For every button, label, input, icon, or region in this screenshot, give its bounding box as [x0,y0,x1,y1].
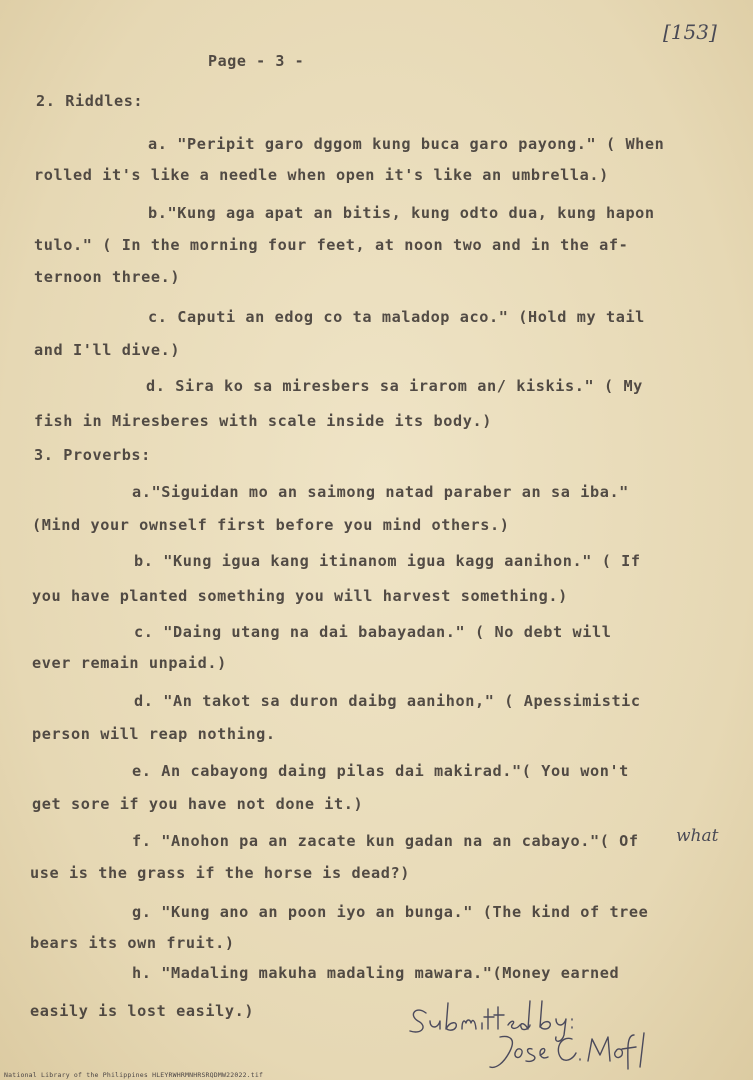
riddle-a-line-2: rolled it's like a needle when open it's like an umbrella.) [34,166,609,184]
riddles-heading: 2. Riddles: [36,92,144,110]
proverb-c-line-1: c. "Daing utang na dai babayadan." ( No debt will [134,623,612,641]
handwritten-insert-what: what [676,826,719,846]
proverb-b-line-2: you have planted something you will harvest something.) [32,587,568,605]
proverb-e-line-2: get sore if you have not done it.) [32,795,364,813]
proverb-b-line-1: b. "Kung igua kang itinanom igua kagg aanihon." ( If [134,552,641,570]
proverb-f-line-2: use is the grass if the horse is dead?) [30,864,411,882]
riddle-c-line-2: and I'll dive.) [34,341,181,359]
riddle-d-line-1: d. Sira ko sa miresbers sa irarom an/ kiskis." ( My [146,377,643,395]
proverb-d-line-1: d. "An takot sa duron daibg aanihon," ( Apessimistic [134,692,641,710]
page-header: Page - 3 - [208,52,305,70]
riddle-b-line-1: b."Kung aga apat an bitis, kung odto dua, kung hapon [148,204,655,222]
proverb-a-line-1: a."Siguidan mo an saimong natad paraber an sa iba." [132,483,629,501]
riddle-d-line-2: fish in Miresberes with scale inside its body.) [34,412,492,430]
proverb-g-line-2: bears its own fruit.) [30,934,235,952]
proverb-a-line-2: (Mind your ownself first before you mind others.) [32,516,510,534]
riddle-c-line-1: c. Caputi an edog co ta maladop aco." (Hold my tail [148,308,645,326]
proverb-d-line-2: person will reap nothing. [32,725,276,743]
riddle-b-line-3: ternoon three.) [34,268,181,286]
page-annotation: [153] [663,20,717,44]
proverb-c-line-2: ever remain unpaid.) [32,654,227,672]
riddle-a-line-1: a. "Peripit garo dggom kung buca garo payong." ( When [148,135,665,153]
proverb-h-line-2: easily is lost easily.) [30,1002,255,1020]
signature-image [404,995,654,1077]
proverbs-heading: 3. Proverbs: [34,446,151,464]
proverb-f-line-1: f. "Anohon pa an zacate kun gadan na an cabayo."( Of [132,832,639,850]
proverb-g-line-1: g. "Kung ano an poon iyo an bunga." (The kind of tree [132,903,649,921]
proverb-h-line-1: h. "Madaling makuha madaling mawara."(Money earned [132,964,620,982]
proverb-e-line-1: e. An cabayong daing pilas dai makirad."( You won't [132,762,629,780]
archive-footer: National Library of the Philippines HLEYRWHRMNHRSRQDMW22022.tif [4,1071,264,1079]
riddle-b-line-2: tulo." ( In the morning four feet, at noon two and in the af- [34,236,629,254]
